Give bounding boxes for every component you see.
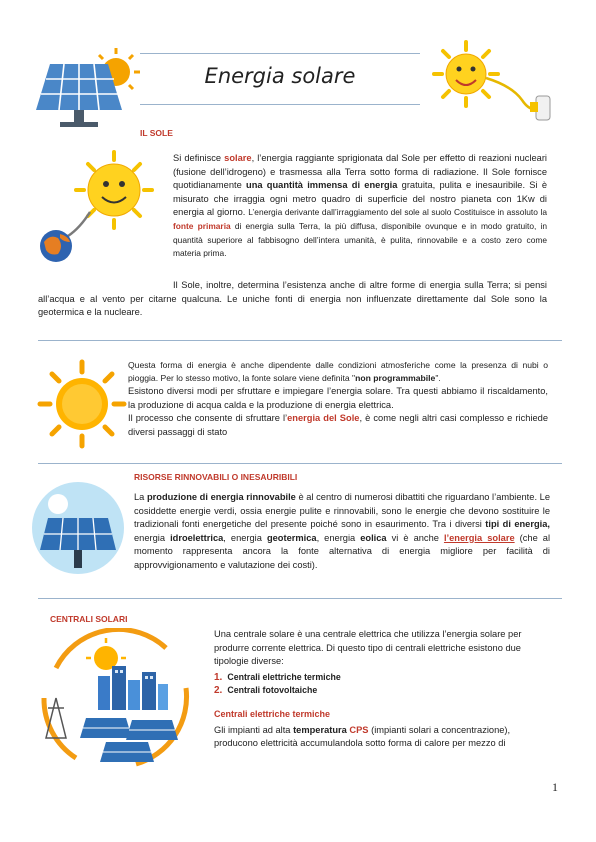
list-item: 2. Centrali fotovoltaiche [214, 684, 318, 696]
section-rule-1 [38, 340, 562, 341]
risorse-paragraph: La produzione di energia rinnovabile è al centro di numerosi dibattiti che riguardano l’ambiente. Le cosiddette energie verdi, ossia energie pulite e rinnovabili, sono le energie che devono sostituire le tradizionali fonti energetiche del presente poiché sono in esaurimento. Tra i diversi tipi di energia, energia idroelettrica, energia geotermica, energia eolica vi è anche l’energia solare (che al momento rappresenta ancora la fonte alternativa di energia migliore per facilità di approvvigionamento e valutazione dei costi). [134, 492, 551, 570]
centrali-content [214, 628, 554, 751]
solar-panel-sun-icon [30, 44, 140, 132]
solar-panel-circle-icon [30, 480, 126, 576]
energia-solare-link[interactable]: l’energia solare [443, 532, 515, 543]
page-number: 1 [552, 780, 558, 794]
centrali-subheading: Centrali elettriche termiche [214, 708, 331, 719]
section-rule-3 [38, 598, 562, 599]
smiling-sun-plug-icon [430, 38, 558, 136]
sun-earth-plug-icon [36, 150, 164, 266]
page-title: Energia solare [204, 64, 356, 88]
forma-text-1: Questa forma di energia è anche dipendente dalle condizioni atmosferiche come la presenza di nubi o pioggia. Per lo stesso motivo, la fonte solare viene definita "non programmabile". [128, 360, 548, 383]
sole-paragraph [173, 152, 547, 261]
centrali-intro: Una centrale solare è una centrale elettrica che utilizza l’energia solare per produrre corrente elettrica. Di questo tipo di centrali elettriche esistono due tipologie diverse: [214, 629, 522, 667]
section-heading-sole: IL SOLE [140, 128, 173, 138]
sole-text-main: Si definisce solare, l’energia raggiante sprigionata dal Sole per effetto di reazioni nucleari (fusione dell’idrogeno) e trasmessa alla Terra sotto forma di radiazione. Il Sole fornisce quotidianamente una quantità immensa di energia gratuita, pulita e inesauribile. Si è misurato che irraggia ogni metro quadro di superficie del nostro pianeta con 1Kw di energia al giorno. L’energia derivante dall’irraggiamento del sole al suolo Costituisce in assoluto la fonte primaria di energia sulla Terra, la più diffusa, disponibile ovunque e in modo gratuito, in quantità superiore al fabbisogno dell’intera umanità, è pulita, rinnovabile e a costo zero come materia prima. [173, 153, 547, 259]
title-rule-bottom [140, 104, 420, 105]
section-heading-risorse: RISORSE RINNOVABILI O INESAURIBILI [134, 472, 298, 482]
centrali-termiche-text: Gli impianti ad alta temperatura CPS (impianti solari a concentrazione), producono elettricità accumulandola sotto forma di calore per mezzo di [214, 724, 511, 749]
sun-icon [36, 358, 128, 450]
list-item: 1. Centrali elettriche termiche [214, 671, 341, 683]
section-rule-2 [38, 463, 562, 464]
section-heading-centrali: CENTRALI SOLARI [50, 614, 128, 624]
sole-text-second: Il Sole, inoltre, determina l’esistenza anche di altre forme di energia sulla Terra; si pensi all’acqua e al vento per citarne qualcuna. Le uniche fonti di energia non influenzate direttamente dal Sole sono la geotermica e la nucleare. [38, 280, 547, 318]
title-rule-top [140, 53, 420, 54]
centrali-types-list [214, 671, 554, 697]
forma-text-2: Esistono diversi modi per sfruttare e impiegare l’energia solare. Tra questi abbiamo il riscaldamento, la produzione di acqua calda e la produzione di energia elettrica. [128, 386, 548, 410]
solar-plant-illustration [36, 628, 206, 772]
forma-paragraph [128, 359, 548, 439]
forma-text-3: Il processo che consente di sfruttare l’energia del Sole, è come negli altri casi complesso e richiede diversi passaggi di stato [128, 413, 548, 437]
